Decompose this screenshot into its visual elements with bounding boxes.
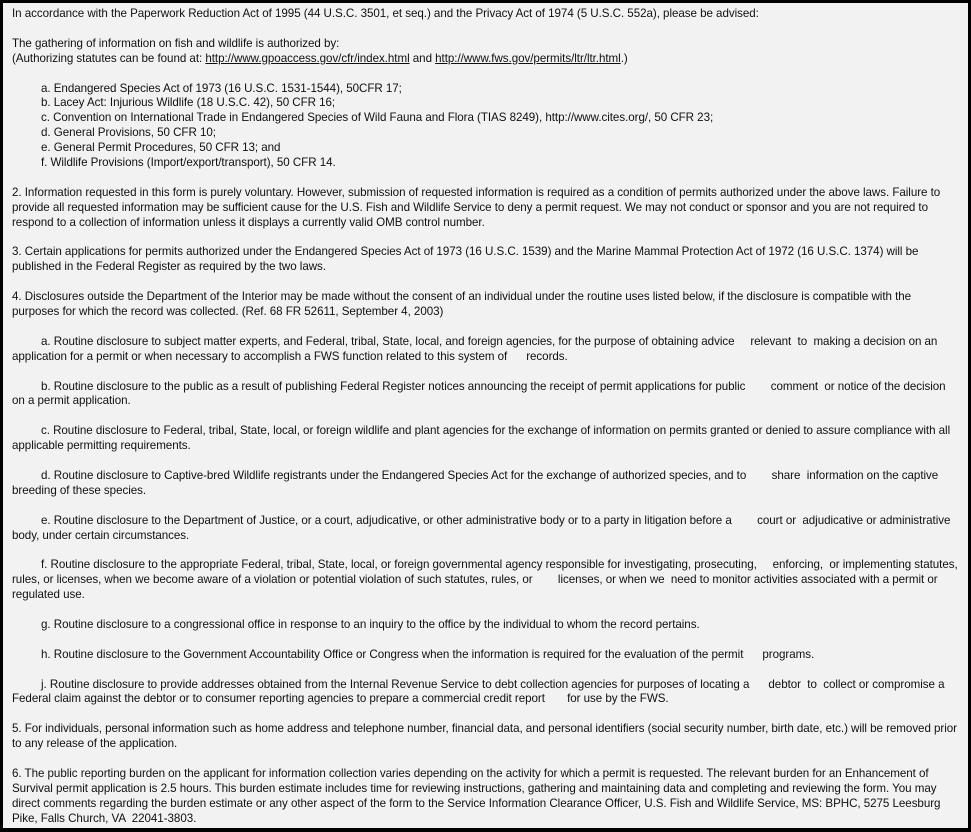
routine-disclosure-h: h. Routine disclosure to the Government Accountability Office or Congress when the information is required for the evaluation of the permit programs. [41,647,815,661]
statute-item-f: f. Wildlife Provisions (Import/export/transport), 50 CFR 14. [41,156,336,170]
paragraph-3-federal-register: 3. Certain applications for permits authorized under the Endangered Species Act of 1973 (16 U.S.C. 1539) and the Marine Mammal Protection Act of 1972 (16 U.S.C. 1374) will be published in the Federal Register as required by the two laws. [12,245,922,274]
statute-item-c: c. Convention on International Trade in Endangered Species of Wild Fauna and Flora (TIAS 8249), http://www.cites.org/, 50 CFR 23; [41,111,714,125]
authorization-note-prefix: (Authorizing statutes can be found at: [12,51,206,65]
routine-disclosure-e: e. Routine disclosure to the Department of Justice, or a court, adjudicative, or other administrative body or to a party in litigation before a court or adjudicative or administrative body, under certain circumstances. [12,513,954,542]
statute-item-a: a. Endangered Species Act of 1973 (16 U.S.C. 1531-1544), 50CFR 17; [41,81,402,95]
statute-item-e: e. General Permit Procedures, 50 CFR 13; and [41,141,281,155]
statute-item-d: d. General Provisions, 50 CFR 10; [41,126,216,140]
routine-disclosure-g: g. Routine disclosure to a congressional office in response to an inquiry to the office by the individual to whom the record pertains. [41,617,700,631]
intro-paragraph: In accordance with the Paperwork Reduction Act of 1995 (44 U.S.C. 3501, et seq.) and the Privacy Act of 1974 (5 U.S.C. 552a), please be advised: [12,7,759,20]
authorization-heading: The gathering of information on fish and wildlife is authorized by: [12,36,340,50]
authorization-note-line [12,52,959,67]
statute-item-b: b. Lacey Act: Injurious Wildlife (18 U.S.C. 42), 50 CFR 16; [41,96,336,110]
routine-disclosure-d: d. Routine disclosure to Captive-bred Wildlife registrants under the Endangered Species Act for the exchange of authorized species, and to share information on the captive breeding of these species. [12,468,942,497]
fws-permits-link[interactable]: http://www.fws.gov/permits/ltr/ltr.html [435,51,621,65]
routine-disclosure-a: a. Routine disclosure to subject matter experts, and Federal, tribal, State, local, and foreign agencies, for the purpose of obtaining advice relevant to making a decision on an application for a permit or when necessary to accomplish a FWS function related to this system of records. [12,334,941,363]
statute-list [41,82,959,171]
routine-disclosure-c: c. Routine disclosure to Federal, tribal, State, local, or foreign wildlife and plant agencies for the exchange of information on permits granted or denied to assure compliance with all applicable permitting requirements. [12,424,954,453]
routine-disclosure-j: j. Routine disclosure to provide addresses obtained from the Internal Revenue Service to debt collection agencies for purposes of locating a debtor to collect or compromise a Federal claim against the debtor or to consumer reporting agencies to prepare a commercial credit report for use by the FWS. [12,677,948,706]
routine-disclosure-f: f. Routine disclosure to the appropriate Federal, tribal, State, local, or foreign governmental agency responsible for investigating, prosecuting, enforcing, or implementing statutes, rules, or licenses, when we become aware of a violation or potential violation of such statutes, rules, or licenses, or when we need to monitor activities associated with a permit or regulated use. [12,558,961,602]
routine-disclosure-b: b. Routine disclosure to the public as a result of publishing Federal Register notices announcing the receipt of permit applications for public comment or notice of the decision on a permit application. [12,379,949,408]
authorization-note-mid: and [409,51,436,65]
gpoaccess-link[interactable]: http://www.gpoaccess.gov/cfr/index.html [205,51,410,65]
authorization-block [12,37,959,67]
authorization-note-suffix: .) [620,51,628,65]
paragraph-2-voluntary: 2. Information requested in this form is purely voluntary. However, submission of requested information is required as a condition of permits authorized under the above laws. Failure to provide all requested information may be sufficient cause for the U.S. Fish and Wildlife Service to deny a permit request. We may not conduct or sponsor and you are not required to respond to a collection of information unless it displays a currently valid OMB control number. [12,185,944,229]
paragraph-6-reporting-burden: 6. The public reporting burden on the applicant for information collection varies depending on the activity for which a permit is requested. The relevant burden for an Enhancement of Survival permit application is 2.5 hours. This burden estimate includes time for reviewing instructions, gathering and maintaining data and completing and reviewing the form. You may direct comments regarding the burden estimate or any other aspect of the form to the Service Information Clearance Officer, U.S. Fish and Wildlife Service, MS: BPHC, 5275 Leesburg Pike, Falls Church, VA 22041-3803. [12,766,944,825]
paragraph-5-personal-info: 5. For individuals, personal information such as home address and telephone number, financial data, and personal identifiers (social security number, birth date, etc.) will be removed prior to any release of the application. [12,722,961,751]
paragraph-4-disclosures: 4. Disclosures outside the Department of the Interior may be made without the consent of an individual under the routine uses listed below, if the disclosure is compatible with the purposes for which the record was collected. (Ref. 68 FR 52611, September 4, 2003) [12,290,915,319]
